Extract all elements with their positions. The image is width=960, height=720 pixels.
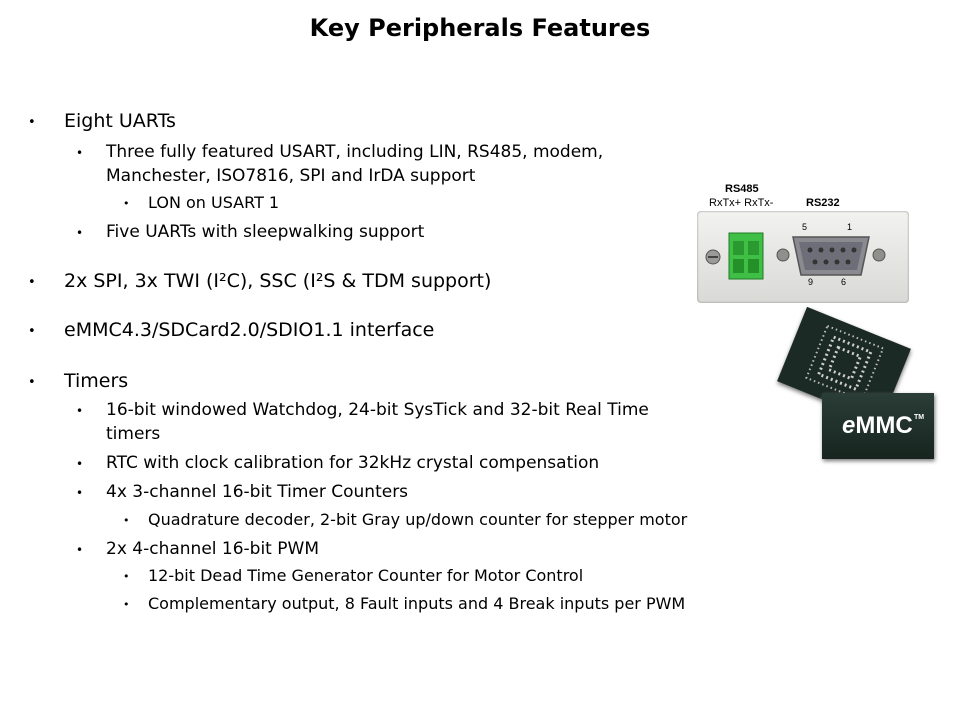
- bullet-text: 2x 4-channel 16-bit PWM: [106, 539, 319, 559]
- bullet-dot-icon: •: [28, 375, 36, 390]
- pin-5-label: 5: [802, 222, 808, 232]
- bullet-dot-icon: •: [123, 570, 130, 583]
- bullet-text: RTC with clock calibration for 32kHz crystal compensation: [106, 453, 600, 473]
- bullet-item: [76, 222, 425, 242]
- bullet-text: Timers: [64, 370, 129, 392]
- bullet-continuation: [106, 166, 475, 186]
- bullet-dot-icon: •: [76, 146, 84, 160]
- emmc-logo: eMMC: [842, 412, 913, 439]
- bullet-item: [76, 482, 409, 502]
- bullet-continuation: [106, 424, 160, 444]
- bullet-item: [28, 110, 176, 132]
- bullet-text: 16-bit windowed Watchdog, 24-bit SysTick and 32-bit Real Time: [106, 400, 649, 420]
- bullet-text: 2x SPI, 3x TWI (I²C), SSC (I²S & TDM support): [64, 270, 492, 292]
- bullet-dot-icon: •: [28, 275, 36, 290]
- bullet-text: Manchester, ISO7816, SPI and IrDA support: [106, 166, 476, 186]
- bullet-dot-icon: •: [76, 486, 84, 500]
- bullet-text: timers: [106, 424, 161, 444]
- pin-9-label: 9: [808, 277, 814, 287]
- bullet-item: [76, 539, 319, 559]
- bullet-text: 12-bit Dead Time Generator Counter for Motor Control: [148, 566, 584, 585]
- bullet-text: 4x 3-channel 16-bit Timer Counters: [106, 482, 409, 502]
- bullet-text: Complementary output, 8 Fault inputs and 4 Break inputs per PWM: [148, 594, 686, 613]
- bullet-dot-icon: •: [76, 543, 84, 557]
- bullet-dot-icon: •: [123, 598, 130, 611]
- emmc-chip-front: [822, 393, 934, 459]
- emmc-trademark: TM: [914, 414, 925, 421]
- bullet-item: [123, 510, 688, 529]
- bullet-dot-icon: •: [28, 324, 36, 339]
- bullet-item: [123, 193, 280, 212]
- bullet-text: Three fully featured USART, including LIN, RS485, modem,: [106, 142, 604, 162]
- slide-title: Key Peripherals Features: [309, 14, 651, 42]
- bullet-text: Five UARTs with sleepwalking support: [106, 222, 425, 242]
- bullet-dot-icon: •: [76, 457, 84, 471]
- pin-1-label: 1: [847, 222, 853, 232]
- bullet-dot-icon: •: [28, 115, 36, 130]
- rs485-pins-label: RxTx+ RxTx-: [709, 197, 774, 209]
- bullet-item: [123, 566, 584, 585]
- bullet-item: [76, 400, 649, 420]
- bullet-item: [123, 594, 686, 613]
- connector-panel: [697, 211, 909, 303]
- rs232-label: RS232: [806, 197, 840, 209]
- bullet-dot-icon: •: [76, 226, 84, 240]
- bullet-item: [76, 453, 600, 473]
- bullet-text: Quadrature decoder, 2-bit Gray up/down counter for stepper motor: [148, 510, 688, 529]
- pin-6-label: 6: [841, 277, 847, 287]
- bullet-text: eMMC4.3/SDCard2.0/SDIO1.1 interface: [64, 319, 435, 341]
- bullet-item: [28, 270, 492, 292]
- bullet-text: Eight UARTs: [64, 110, 176, 132]
- bullet-item: [28, 370, 129, 392]
- bullet-text: LON on USART 1: [148, 193, 280, 212]
- bullet-dot-icon: •: [123, 514, 130, 527]
- bullet-dot-icon: •: [76, 404, 84, 418]
- rs485-label: RS485: [725, 183, 759, 195]
- bullet-item: [28, 319, 435, 341]
- bullet-dot-icon: •: [123, 197, 130, 210]
- bullet-item: [76, 142, 604, 162]
